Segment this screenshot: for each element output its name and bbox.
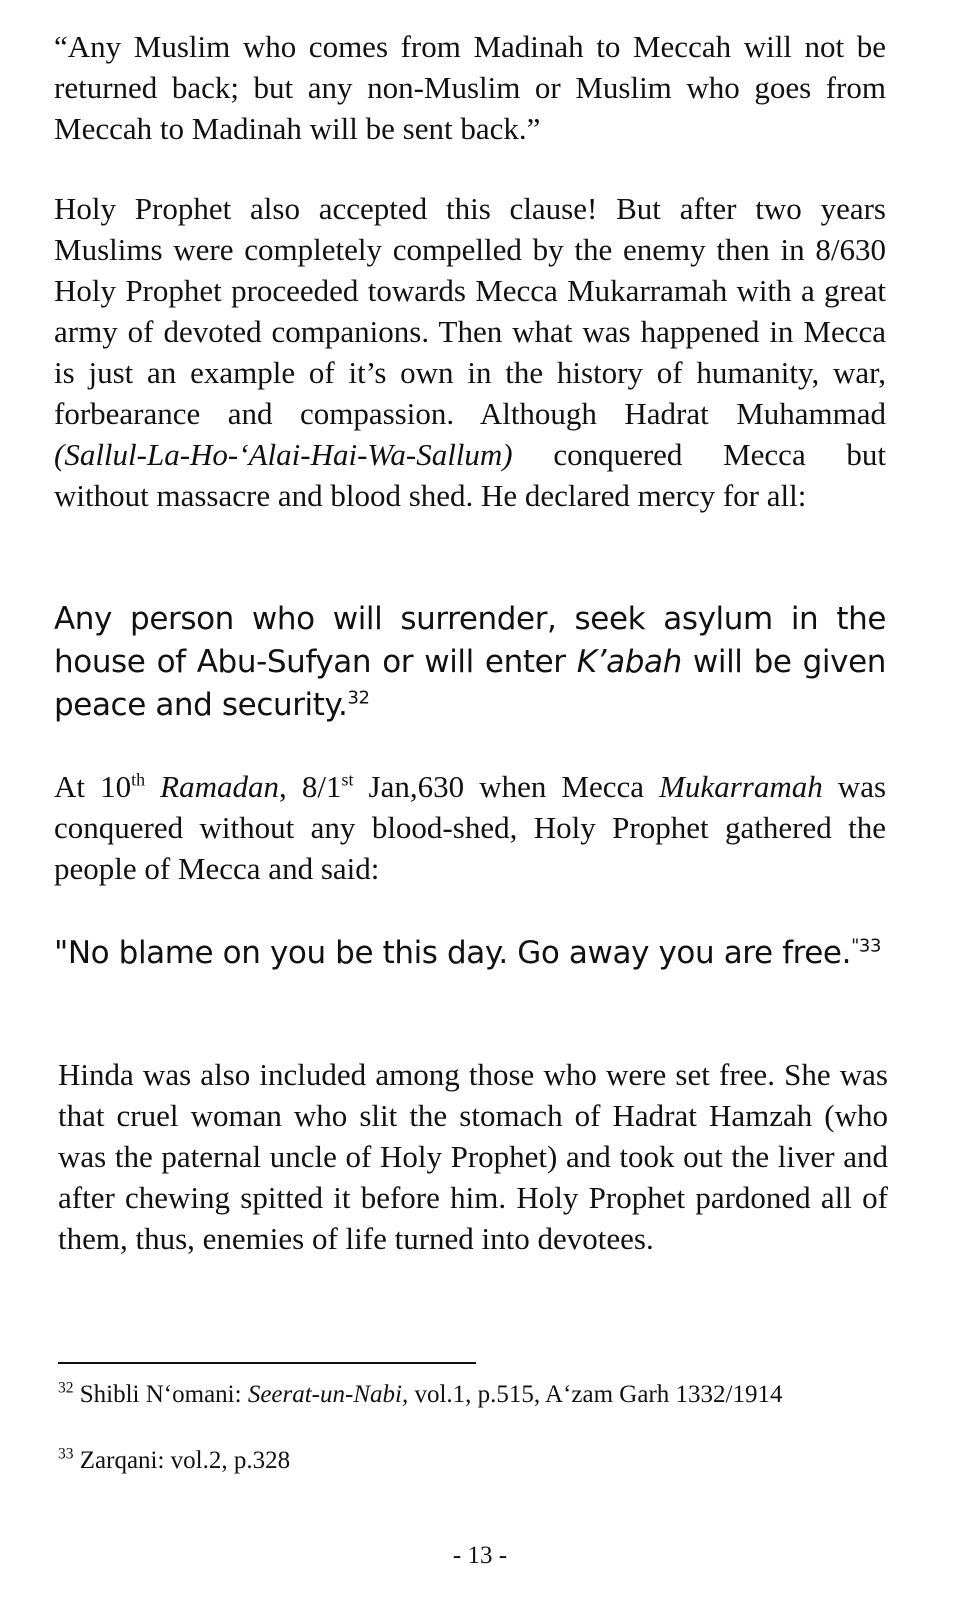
footnote-title-italic: Seerat-un-Nabi, bbox=[247, 1381, 409, 1408]
footnote-33 bbox=[58, 1444, 858, 1477]
pardon-quote-text: "No blame on you be this day. Go away you are free. bbox=[54, 935, 852, 971]
quote-text: “Any Muslim who comes from Madinah to Meccah will not be returned back; but any non-Muslim or Muslim who goes from Meccah to Madinah will be sent back.” bbox=[54, 29, 886, 146]
paragraph-text: At 10 bbox=[54, 769, 132, 804]
footnote-ref-33: "33 bbox=[851, 935, 881, 957]
mukarramah-italic: Mukarramah bbox=[659, 769, 823, 804]
ordinal-suffix: th bbox=[131, 769, 146, 790]
paragraph-text: conquered Mecca but without massacre and blood shed. He declared mercy for all: bbox=[54, 437, 886, 513]
footnote-text: Zarqani: vol.2, p.328 bbox=[73, 1447, 291, 1474]
footnote-text: vol.1, p.515, A‘zam Garh 1332/1914 bbox=[408, 1381, 783, 1408]
footnote-divider bbox=[58, 1362, 476, 1364]
paragraph-text: Holy Prophet also accepted this clause! But after two years Muslims were completely compelled by the enemy then in 8/630 Holy Prophet proceeded towards Mecca Mukarramah with a great army of devoted companions. Then what was happened in Mecca is just an example of it’s own in the history of humanity, war, forbearance and compassion. Although Hadrat Muhammad bbox=[54, 191, 886, 431]
proclamation-text: Any person who will surrender, seek asylum in the house of Abu-Sufyan or will enter bbox=[54, 601, 886, 680]
footnote-text: Shibli N‘omani: bbox=[73, 1381, 248, 1408]
ordinal-suffix: st bbox=[341, 769, 354, 790]
body-paragraph-hinda bbox=[58, 1054, 888, 1259]
footnote-32 bbox=[58, 1378, 858, 1411]
salutation-italic: (Sallul-La-Ho-‘Alai-Hai-Wa-Sallum) bbox=[54, 437, 513, 472]
ramadan-italic: Ramadan bbox=[160, 769, 279, 804]
paragraph-text: was conquered without any blood-shed, Holy Prophet gathered the people of Mecca and said: bbox=[54, 769, 887, 886]
paragraph-text: , 8/1 bbox=[279, 769, 342, 804]
body-paragraph-ramadan bbox=[54, 766, 886, 889]
page-number: - 13 - bbox=[452, 1542, 508, 1569]
body-paragraph-conquest bbox=[54, 188, 886, 516]
paragraph-text: Hinda was also included among those who were set free. She was that cruel woman who slit the stomach of Hadrat Hamzah (who was the paternal uncle of Holy Prophet) and took out the liver and after chewing spitted it before him. Holy Prophet pardoned all of them, thus, enemies of life turned into devotees. bbox=[58, 1057, 888, 1256]
footnote-number: 32 bbox=[58, 1379, 74, 1397]
footnote-number: 33 bbox=[58, 1445, 74, 1463]
quote-paragraph bbox=[54, 26, 886, 149]
kabah-italic: K’abah bbox=[576, 644, 682, 680]
footnote-ref-32: 32 bbox=[347, 687, 370, 709]
proclamation-paragraph bbox=[54, 598, 886, 727]
paragraph-text: Jan,630 when Mecca bbox=[353, 769, 660, 804]
pardon-quote-paragraph bbox=[54, 932, 886, 975]
proclamation-text: will be given peace and security. bbox=[54, 644, 887, 723]
